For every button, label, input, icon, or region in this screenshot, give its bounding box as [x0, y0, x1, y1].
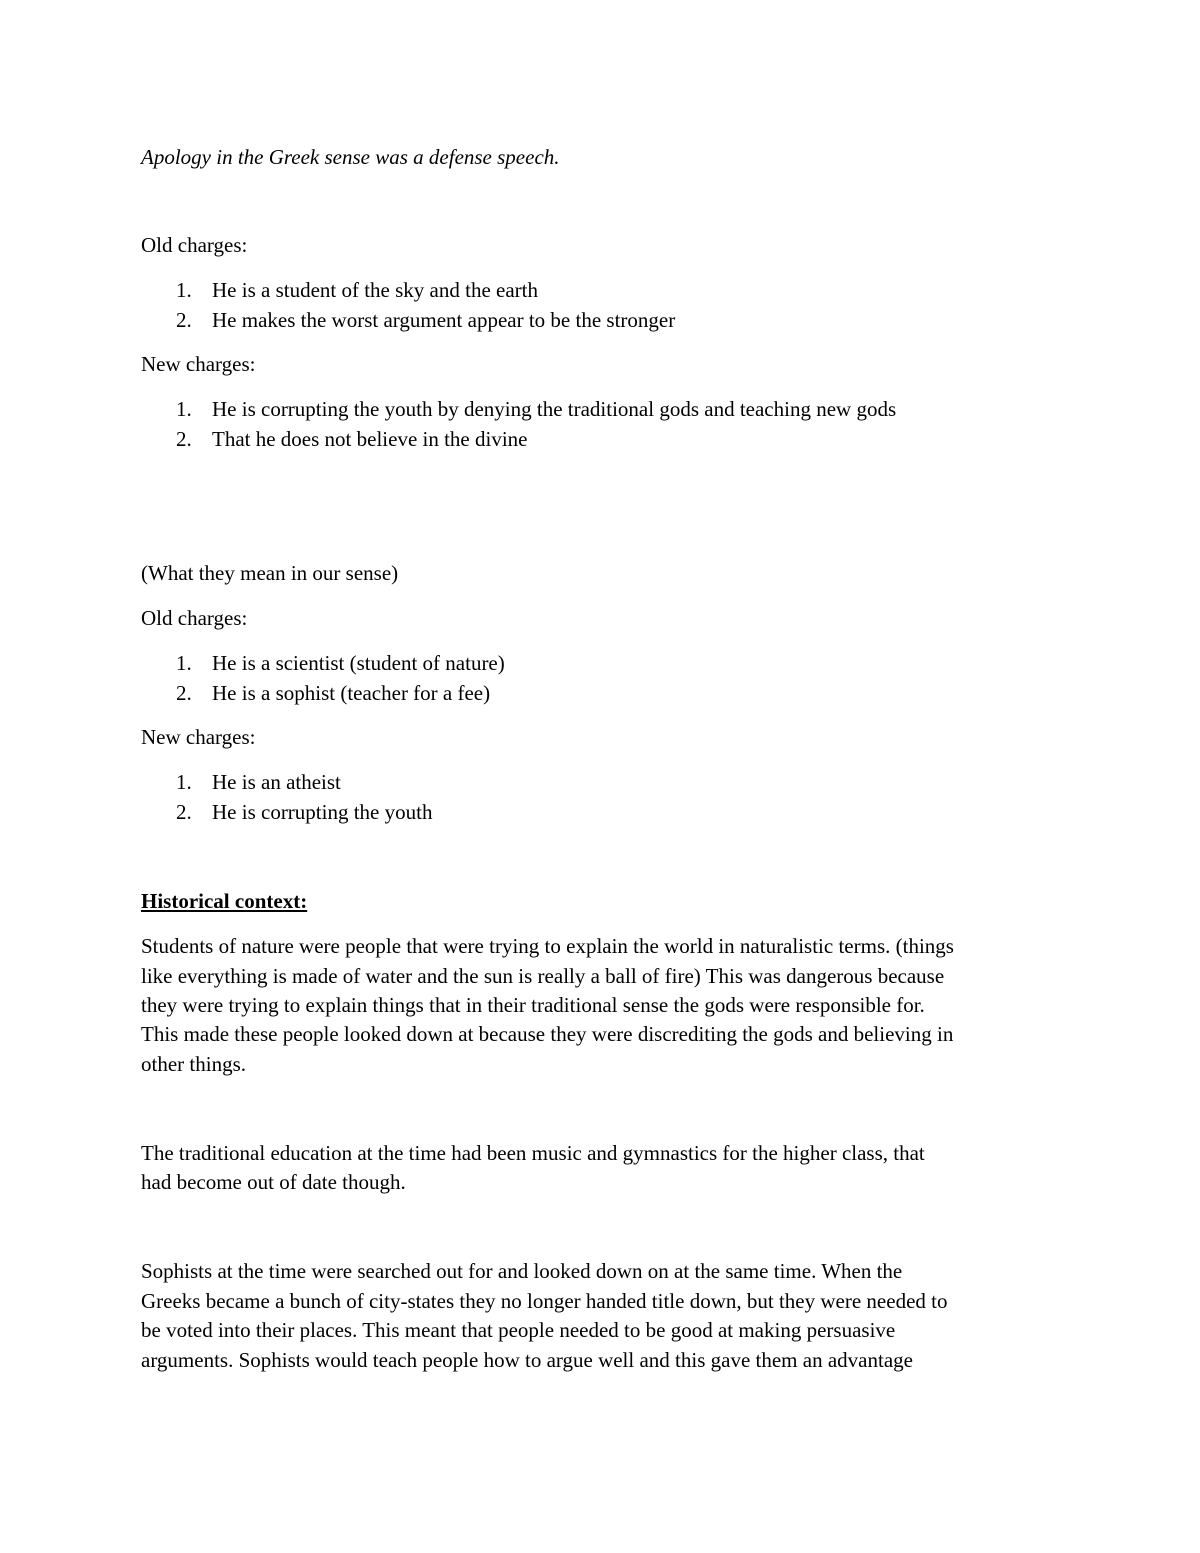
- paragraph-line: This made these people looked down at because they were discrediting the gods and believing in: [141, 1022, 954, 1046]
- paragraph-line: The traditional education at the time had been music and gymnastics for the higher class, that: [141, 1141, 925, 1165]
- list-number: 1.: [176, 278, 192, 302]
- list-number: 2.: [176, 427, 192, 451]
- list-item: [176, 424, 528, 454]
- old-charges-label: Old charges:: [141, 606, 248, 630]
- paragraph-line: they were trying to explain things that in their traditional sense the gods were responsible for.: [141, 993, 925, 1017]
- list-text: He makes the worst argument appear to be the stronger: [212, 308, 676, 332]
- list-item: [176, 767, 341, 797]
- new-charges-label: New charges:: [141, 352, 256, 376]
- historical-context-heading: Historical context:: [141, 889, 308, 913]
- list-number: 1.: [176, 770, 192, 794]
- list-number: 2.: [176, 800, 192, 824]
- paragraph-line: Greeks became a bunch of city-states they no longer handed title down, but they were needed to: [141, 1289, 948, 1313]
- paragraph-line: be voted into their places. This meant that people needed to be good at making persuasive: [141, 1318, 896, 1342]
- paragraph-line: like everything is made of water and the sun is really a ball of fire) This was dangerous because: [141, 964, 945, 988]
- paragraph-line: other things.: [141, 1052, 246, 1076]
- list-text: He is corrupting the youth by denying the traditional gods and teaching new gods: [212, 397, 897, 421]
- list-item: [176, 797, 432, 827]
- list-item: [176, 305, 675, 335]
- list-item: [176, 394, 896, 424]
- intro-line: Apology in the Greek sense was a defense speech.: [141, 145, 560, 169]
- paragraph-line: Students of nature were people that were trying to explain the world in naturalistic terms. (things: [141, 934, 954, 958]
- list-text: He is a sophist (teacher for a fee): [212, 681, 491, 705]
- list-text: He is an atheist: [212, 770, 341, 794]
- list-number: 2.: [176, 681, 192, 705]
- new-charges-label: New charges:: [141, 725, 256, 749]
- old-charges-label: Old charges:: [141, 233, 248, 257]
- list-number: 1.: [176, 397, 192, 421]
- list-text: He is a scientist (student of nature): [212, 651, 505, 675]
- list-item: [176, 648, 505, 678]
- list-number: 2.: [176, 308, 192, 332]
- paragraph-line: arguments. Sophists would teach people how to argue well and this gave them an advantage: [141, 1348, 913, 1372]
- list-item: [176, 275, 538, 305]
- list-text: He is corrupting the youth: [212, 800, 433, 824]
- list-text: That he does not believe in the divine: [212, 427, 528, 451]
- paragraph-line: Sophists at the time were searched out for and looked down on at the same time. When the: [141, 1259, 903, 1283]
- subtitle-line: (What they mean in our sense): [141, 561, 399, 585]
- list-item: [176, 678, 490, 708]
- paragraph-line: had become out of date though.: [141, 1170, 406, 1194]
- list-text: He is a student of the sky and the earth: [212, 278, 538, 302]
- list-number: 1.: [176, 651, 192, 675]
